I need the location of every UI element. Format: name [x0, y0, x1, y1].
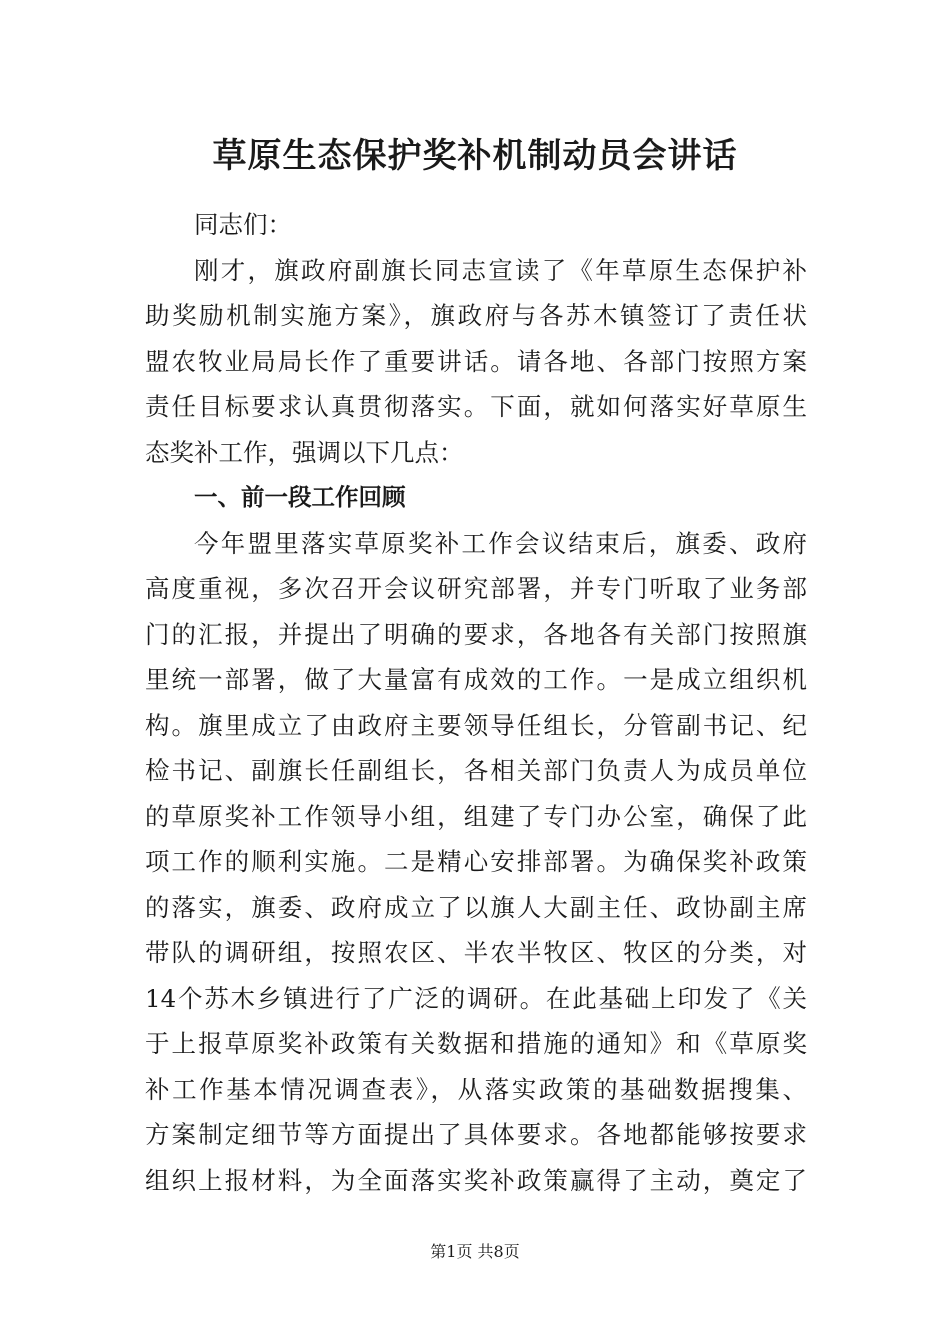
paragraph-line: 14个苏木乡镇进行了广泛的调研。在此基础上印发了《关: [145, 983, 807, 1013]
paragraph-line: 补工作基本情况调查表》，从落实政策的基础数据搜集、: [145, 1074, 807, 1104]
paragraph-line: 构。旗里成立了由政府主要领导任组长，分管副书记、纪: [145, 710, 807, 740]
paragraph-line: 的草原奖补工作领导小组，组建了专门办公室，确保了此: [145, 801, 807, 831]
paragraph-line: 组织上报材料，为全面落实奖补政策赢得了主动，奠定了: [145, 1165, 807, 1195]
page-footer: 第1页 共8页: [430, 1242, 520, 1261]
paragraph-line: 里统一部署，做了大量富有成效的工作。一是成立组织机: [145, 665, 807, 694]
paragraph-line: 带队的调研组，按照农区、半农半牧区、牧区的分类，对: [145, 938, 807, 967]
document-body: [145, 202, 807, 1203]
paragraph-line: 检书记、副旗长任副组长，各相关部门负责人为成员单位: [145, 756, 807, 785]
paragraph-line: 态奖补工作，强调以下几点：: [145, 437, 464, 467]
document-title: 草原生态保护奖补机制动员会讲话: [212, 136, 738, 176]
paragraph-line: 刚才，旗政府副旗长同志宣读了《年草原生态保护补: [194, 255, 807, 285]
paragraph-line: 项工作的顺利实施。二是精心安排部署。为确保奖补政策: [145, 847, 807, 876]
paragraph-line: 方案制定细节等方面提出了具体要求。各地都能够按要求: [145, 1120, 807, 1149]
paragraph-line: 盟农牧业局局长作了重要讲话。请各地、各部门按照方案: [145, 346, 807, 376]
paragraph-line: 门的汇报，并提出了明确的要求，各地各有关部门按照旗: [145, 619, 807, 649]
section-heading: 一、前一段工作回顾: [194, 483, 406, 511]
paragraph-line: 今年盟里落实草原奖补工作会议结束后，旗委、政府: [194, 528, 807, 558]
paragraph-line: 的落实，旗委、政府成立了以旗人大副主任、政协副主席: [145, 892, 807, 922]
paragraph-line: 助奖励机制实施方案》，旗政府与各苏木镇签订了责任状: [145, 301, 807, 330]
salutation-line: 同志们：: [194, 210, 292, 239]
paragraph-line: 责任目标要求认真贯彻落实。下面，就如何落实好草原生: [145, 392, 807, 421]
paragraph-line: 高度重视，多次召开会议研究部署，并专门听取了业务部: [145, 574, 807, 603]
paragraph-line: 于上报草原奖补政策有关数据和措施的通知》和《草原奖: [145, 1029, 807, 1058]
